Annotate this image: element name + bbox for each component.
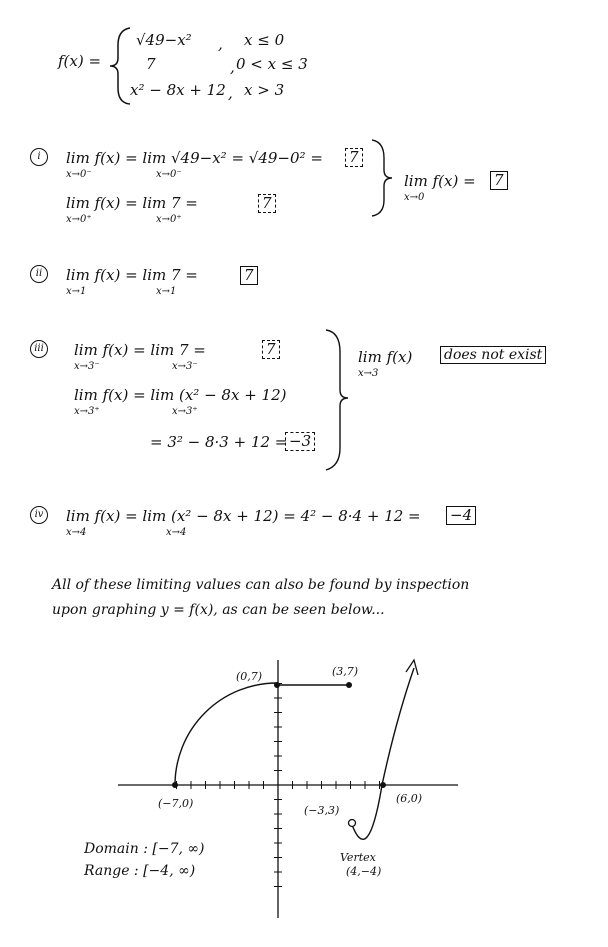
part-iii-right-value: −3 [285, 432, 315, 451]
part-i-left-limit: lim f(x) = lim √49−x² = √49−0² = [66, 149, 323, 167]
note-line-2: upon graphing y = f(x), as can be seen below... [52, 602, 385, 618]
part-iii-right-eval: = 3² − 8·3 + 12 = [150, 433, 288, 451]
part-iv-sub2: x→4 [166, 527, 187, 538]
part-i-result-sub: x→0 [404, 192, 425, 203]
part-i-result-value: 7 [490, 171, 508, 190]
part-iii-right-sub2: x→3⁺ [172, 406, 198, 417]
domain-text: Domain : [−7, ∞) [84, 841, 205, 857]
part-iii-number: iii [30, 340, 48, 358]
piece-2-expr: 7 [146, 55, 156, 73]
part-i-result: lim f(x) = [404, 172, 476, 190]
part-i-left-value: 7 [345, 148, 363, 167]
function-label: f(x) = [58, 52, 102, 70]
part-i-left-sub1: x→0⁻ [66, 169, 92, 180]
open-point-3-m3 [349, 820, 356, 827]
piece-1-cond: x ≤ 0 [244, 31, 285, 49]
label-m7-0: (−7,0) [158, 797, 194, 810]
part-iii-left-value: 7 [262, 340, 280, 359]
parabola-curve [351, 668, 414, 839]
part-i-right-sub2: x→0⁺ [156, 214, 182, 225]
part-iv-value: −4 [446, 506, 476, 525]
part-iii-left-limit: lim f(x) = lim 7 = [74, 341, 206, 359]
vertex-point-label: (4,−4) [346, 865, 382, 878]
point-0-7 [274, 682, 280, 688]
part-i-left-sub2: x→0⁻ [156, 169, 182, 180]
quarter-circle-curve [175, 683, 277, 785]
part-iv-sub1: x→4 [66, 527, 87, 538]
part-ii-sub2: x→1 [156, 286, 177, 297]
comma-1: , [218, 35, 223, 53]
comma-2: , [230, 58, 235, 76]
part-iv-number: iv [30, 506, 48, 524]
comma-3: , [228, 84, 233, 102]
part-i-right-value: 7 [258, 194, 276, 213]
label-6-0: (6,0) [396, 792, 423, 805]
part-ii-limit: lim f(x) = lim 7 = [66, 266, 198, 284]
note-line-1: All of these limiting values can also be found by inspection [52, 577, 470, 593]
part-i-right-limit: lim f(x) = lim 7 = [66, 194, 198, 212]
part-i-right-sub1: x→0⁺ [66, 214, 92, 225]
piece-3-cond: x > 3 [244, 81, 285, 99]
part-iv-limit: lim f(x) = lim (x² − 8x + 12) = 4² − 8·4 + 12 = [66, 507, 421, 525]
part-iii-right-limit: lim f(x) = lim (x² − 8x + 12) [74, 386, 287, 404]
point-6-0 [380, 782, 386, 788]
point-m7-0 [172, 782, 178, 788]
piece-1-expr: √49−x² [136, 31, 192, 49]
label-0-7: (0,7) [236, 670, 263, 683]
range-text: Range : [−4, ∞) [84, 863, 196, 879]
part-iii-result-value: does not exist [440, 346, 546, 364]
piece-3-expr: x² − 8x + 12 [130, 81, 226, 99]
part-iii-result: lim f(x) [358, 348, 413, 366]
part-iii-result-sub: x→3 [358, 368, 379, 379]
piece-2-cond: 0 < x ≤ 3 [236, 55, 308, 73]
part-iii-left-sub2: x→3⁻ [172, 361, 198, 372]
vertex-label: Vertex [340, 851, 376, 864]
label-m3-3: (−3,3) [304, 804, 340, 817]
part-i-number: i [30, 148, 48, 166]
part-ii-value: 7 [240, 266, 258, 285]
part-iii-right-sub1: x→3⁺ [74, 406, 100, 417]
label-3-7: (3,7) [332, 665, 359, 678]
part-iii-left-sub1: x→3⁻ [74, 361, 100, 372]
part-ii-number: ii [30, 265, 48, 283]
part-ii-sub1: x→1 [66, 286, 87, 297]
point-3-7 [346, 682, 352, 688]
